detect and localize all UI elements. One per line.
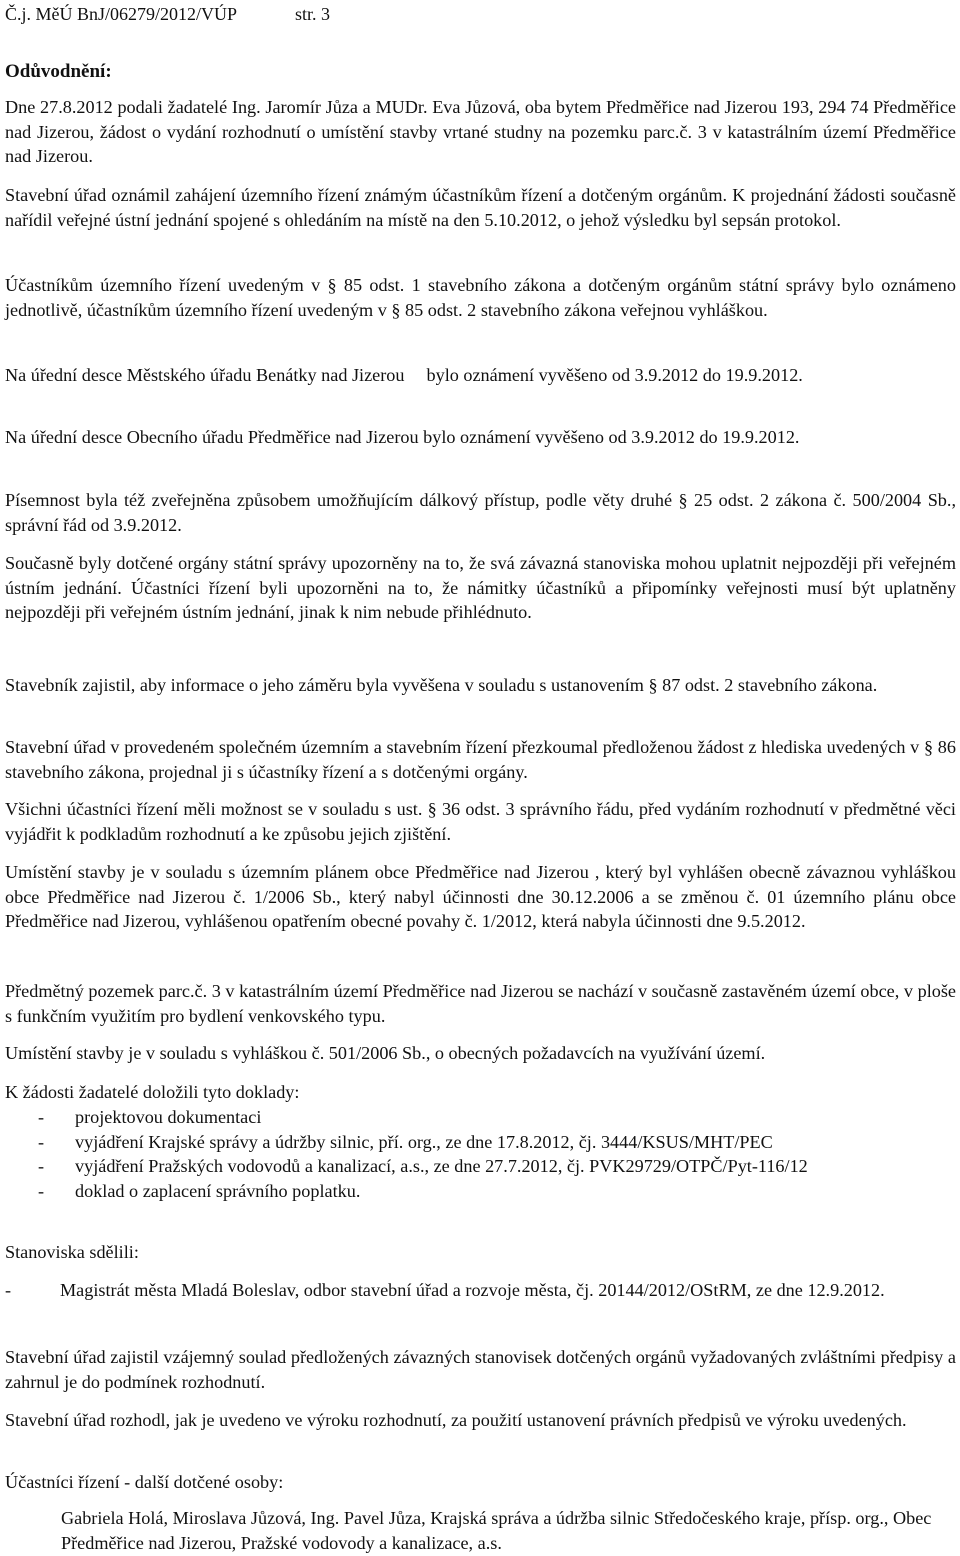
list-item: - Magistrát města Mladá Boleslav, odbor stavební úřad a rozvoje města, čj. 20144/2012/OStRM, ze dne 12.9.2012. [5, 1280, 885, 1300]
reference-number: Č.j. MěÚ BnJ/06279/2012/VÚP [5, 4, 238, 24]
paragraph-land-use-plan: Umístění stavby je v souladu s územním plánem obce Předměřice nad Jizerou , který byl vyhlášen obecně závaznou vyhláškou obce Předměřice nad Jizerou č. 1/2006 Sb., který nabyl účinnosti dne 30.12.2006 a se změnou č. 01 územního plánu obce Předměřice nad Jizerou, vyhlášenou opatřením obecné povahy č. 1/2012, která nabyla účinnosti dne 9.5.2012. [5, 862, 956, 931]
page-number: str. 3 [295, 4, 331, 24]
paragraph-builder-notice: Stavebník zajistil, aby informace o jeho záměru byla vyvěšena v souladu s ustanovením § 87 odst. 2 stavebního zákona. [5, 675, 878, 695]
paragraph-notice-board-predmerice: Na úřední desce Obecního úřadu Předměřice nad Jizerou bylo oznámení vyvěšeno od 3.9.2012 do 19.9.2012. [5, 427, 800, 447]
notice-board-benatky-text-a: Na úřední desce Městského úřadu Benátky nad Jizerou [5, 365, 405, 385]
paragraph-opinions-intro: Stanoviska sdělili: [5, 1242, 139, 1262]
paragraph-decision: Stavební úřad rozhodl, jak je uvedeno ve výroku rozhodnutí, za použití ustanovení právních předpisů ve výroku uvedených. [5, 1410, 907, 1430]
page-header [5, 2, 330, 27]
paragraph-review: Stavební úřad v provedeném společném územním a stavebním řízení přezkoumal předloženou žádost z hlediska uvedených v § 86 stavebního zákona, projednal ji s účastníky řízení a s dotčenými orgány. [5, 737, 956, 782]
paragraph-announcement: Stavební úřad oznámil zahájení územního řízení známým účastníkům řízení a dotčeným orgánům. K projednání žádosti současně nařídil veřejné ústní jednání spojené s ohledáním na místě na den 5.10.2012, o jehož výsledku byl sepsán protokol. [5, 185, 956, 230]
section-title: Odůvodnění: [5, 61, 112, 82]
list-item: - vyjádření Krajské správy a údržby silnic, pří. org., ze dne 17.8.2012, čj. 3444/KSUS/MHT/PEC [38, 1131, 773, 1152]
paragraph-participants-notice: Účastníkům územního řízení uvedeným v § 85 odst. 1 stavebního zákona a dotčeným orgánům státní správy bylo oznámeno jednotlivě, účastníkům územního řízení uvedeným v § 85 odst. 2 stavebního zákona veřejnou vyhláškou. [5, 275, 956, 320]
paragraph-notice-board-benatky [5, 363, 956, 388]
list-item: - projektovou dokumentaci [38, 1107, 262, 1127]
list-item: - vyjádření Pražských vodovodů a kanalizací, a.s., ze dne 27.7.2012, čj. PVK29729/OTPČ/Pyt-116/12 [38, 1156, 808, 1176]
paragraph-parcel-location: Předmětný pozemek parc.č. 3 v katastrálním území Předměřice nad Jizerou se nachází v současně zastavěném území obce, v ploše s funkčním využitím pro bydlení venkovského typu. [5, 981, 956, 1026]
documents-list [5, 1105, 956, 1203]
opinions-list [5, 1278, 956, 1303]
paragraph-other-participants-intro: Účastníci řízení - další dotčené osoby: [5, 1472, 284, 1492]
paragraph-remote-access: Písemnost byla též zveřejněna způsobem umožňujícím dálkový přístup, podle věty druhé § 25 odst. 2 zákona č. 500/2004 Sb., správní řád od 3.9.2012. [5, 490, 956, 535]
paragraph-documents-intro: K žádosti žadatelé doložili tyto doklady: [5, 1082, 300, 1102]
paragraph-consistency: Stavební úřad zajistil vzájemný soulad předložených závazných stanovisek dotčených orgánů vyžadovaných zvláštními předpisy a zahrnul je do podmínek rozhodnutí. [5, 1347, 956, 1392]
paragraph-participant-rights: Všichni účastníci řízení měli možnost se v souladu s ust. § 36 odst. 3 správního řádu, před vydáním rozhodnutí v předmětné věci vyjádřit k podkladům rozhodnutí a ke způsobu jejich zjištění. [5, 799, 956, 844]
paragraph-regulation-compliance: Umístění stavby je v souladu s vyhláškou č. 501/2006 Sb., o obecných požadavcích na využívání území. [5, 1043, 766, 1063]
other-participants-list: Gabriela Holá, Miroslava Jůzová, Ing. Pavel Jůza, Krajská správa a údržba silnic Středočeského kraje, přísp. org., Obec Předměřice nad Jizerou, Pražské vodovody a kanalizace, a.s. [61, 1508, 932, 1553]
notice-board-benatky-text-b: bylo oznámení vyvěšeno od 3.9.2012 do 19.9.2012. [426, 365, 803, 385]
paragraph-objections-notice: Současně byly dotčené orgány státní správy upozorněny na to, že svá závazná stanoviska mohou uplatnit nejpozději při veřejném ústním jednání. Účastníci řízení byli upozorněni na to, že námitky účastníků a připomínky veřejnosti musí být uplatněny nejpozději při veřejném ústním jednání, jinak k nim nebude přihlédnuto. [5, 553, 956, 622]
list-item: - doklad o zaplacení správního poplatku. [38, 1180, 361, 1201]
paragraph-application: Dne 27.8.2012 podali žadatelé Ing. Jaromír Jůza a MUDr. Eva Jůzová, oba bytem Předměřice nad Jizerou 193, 294 74 Předměřice nad Jizerou, žádost o vydání rozhodnutí o umístění stavby vrtané studny na pozemku parc.č. 3 v katastrálním území Předměřice nad Jizerou. [5, 97, 956, 166]
